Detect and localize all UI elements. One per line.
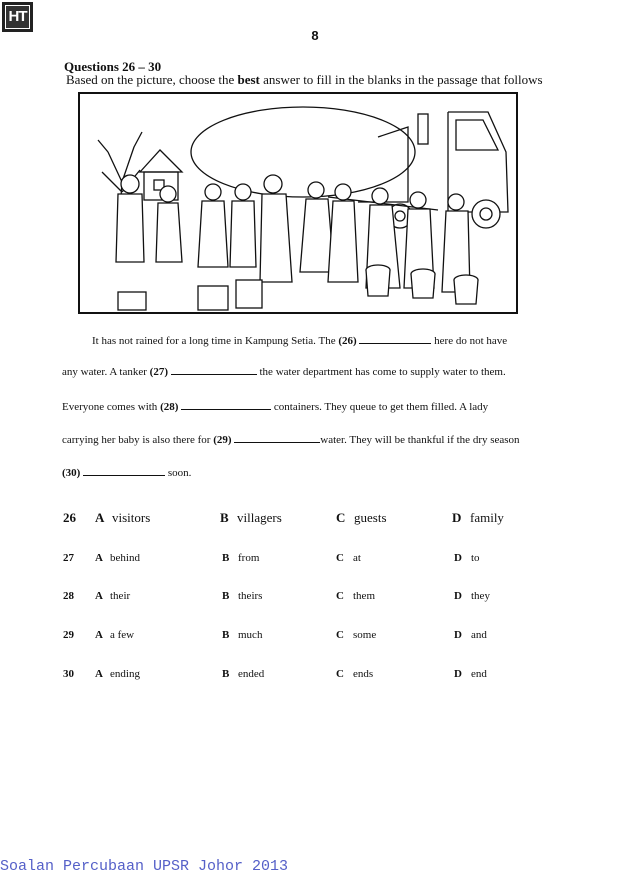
option-b[interactable]: villagers	[237, 510, 282, 525]
passage-text: any water. A tanker	[62, 366, 150, 378]
passage-text: It has not rained for a long time in Kampung Setia. The	[92, 335, 339, 347]
instruction-pre: Based on the picture, choose the	[66, 72, 238, 87]
option-c[interactable]: some	[353, 629, 377, 641]
blank-27	[171, 365, 257, 375]
option-letter-a: A	[95, 590, 103, 602]
question-number: 26	[63, 510, 76, 525]
option-letter-c: C	[336, 668, 344, 680]
option-letter-d: D	[454, 552, 462, 564]
option-b[interactable]: from	[238, 552, 260, 564]
passage-text: Everyone comes with	[62, 401, 161, 413]
option-letter-c: C	[336, 629, 344, 641]
blank-30	[83, 466, 165, 476]
question-30-options	[0, 668, 638, 686]
option-b[interactable]: much	[238, 629, 263, 641]
option-letter-c: C	[336, 590, 344, 602]
passage-text: here do not have	[431, 335, 508, 347]
ht-logo-text: HT	[6, 6, 29, 28]
question-number: 28	[63, 590, 74, 602]
page-number: 8	[311, 28, 319, 43]
question-number: 29	[63, 629, 74, 641]
option-letter-b: B	[222, 668, 230, 680]
option-a[interactable]: ending	[110, 668, 140, 680]
option-letter-a: A	[95, 668, 103, 680]
instruction-text	[66, 72, 543, 88]
question-28-options	[0, 590, 638, 608]
blank-number-29: (29)	[213, 434, 232, 446]
option-d[interactable]: they	[471, 590, 490, 602]
passage-text: containers. They queue to get them filled. A lady	[271, 401, 489, 413]
option-c[interactable]: them	[353, 590, 375, 602]
option-d[interactable]: to	[471, 552, 480, 564]
instruction-bold: best	[237, 72, 260, 87]
blank-number-30: (30)	[62, 467, 81, 479]
option-d[interactable]: and	[471, 629, 487, 641]
option-b[interactable]: theirs	[238, 590, 263, 602]
passage-line-5	[62, 466, 191, 479]
option-letter-d: D	[454, 590, 462, 602]
option-letter-d: D	[454, 668, 462, 680]
option-a[interactable]: visitors	[112, 510, 151, 525]
option-letter-a: A	[95, 629, 103, 641]
passage-text: carrying her baby is also there for	[62, 434, 214, 446]
option-a[interactable]: their	[110, 590, 131, 602]
option-letter-b: B	[222, 552, 230, 564]
instruction-post: answer to fill in the blanks in the passage that follows	[259, 72, 543, 87]
passage-line-4	[62, 433, 520, 446]
option-a[interactable]: a few	[110, 629, 135, 641]
footer-watermark: Soalan Percubaan UPSR Johor 2013	[0, 858, 289, 875]
passage-line-2	[62, 365, 506, 378]
option-letter-b: B	[222, 629, 230, 641]
question-26-options	[0, 510, 638, 528]
option-c[interactable]: ends	[353, 668, 374, 680]
question-27-options	[0, 552, 638, 570]
water-tanker-illustration	[78, 92, 518, 314]
passage-text: water. They will be thankful if the dry season	[320, 434, 520, 446]
option-d[interactable]: end	[471, 668, 487, 680]
blank-number-27: (27)	[149, 366, 168, 378]
question-number: 30	[63, 668, 74, 680]
question-29-options	[0, 629, 638, 647]
option-a[interactable]: behind	[110, 552, 140, 564]
option-letter-d: D	[452, 510, 462, 525]
option-letter-a: A	[95, 510, 105, 525]
option-letter-c: C	[336, 510, 346, 525]
blank-26	[359, 334, 431, 344]
option-letter-b: B	[220, 510, 229, 525]
passage-line-3	[62, 400, 488, 413]
option-letter-d: D	[454, 629, 462, 641]
blank-number-26: (26)	[338, 335, 357, 347]
option-letter-b: B	[222, 590, 230, 602]
option-letter-c: C	[336, 552, 344, 564]
ht-logo	[2, 2, 33, 32]
option-c[interactable]: guests	[354, 510, 387, 525]
questions-heading: Questions 26 – 30	[64, 59, 162, 74]
option-c[interactable]: at	[353, 552, 361, 564]
option-b[interactable]: ended	[238, 668, 265, 680]
option-letter-a: A	[95, 552, 103, 564]
blank-29	[234, 433, 320, 443]
blank-28	[181, 400, 271, 410]
passage-line-1	[92, 334, 507, 347]
passage-text: soon.	[165, 467, 192, 479]
option-d[interactable]: family	[470, 510, 504, 525]
question-number: 27	[63, 552, 74, 564]
blank-number-28: (28)	[160, 401, 179, 413]
passage-text: the water department has come to supply water to them.	[256, 366, 506, 378]
